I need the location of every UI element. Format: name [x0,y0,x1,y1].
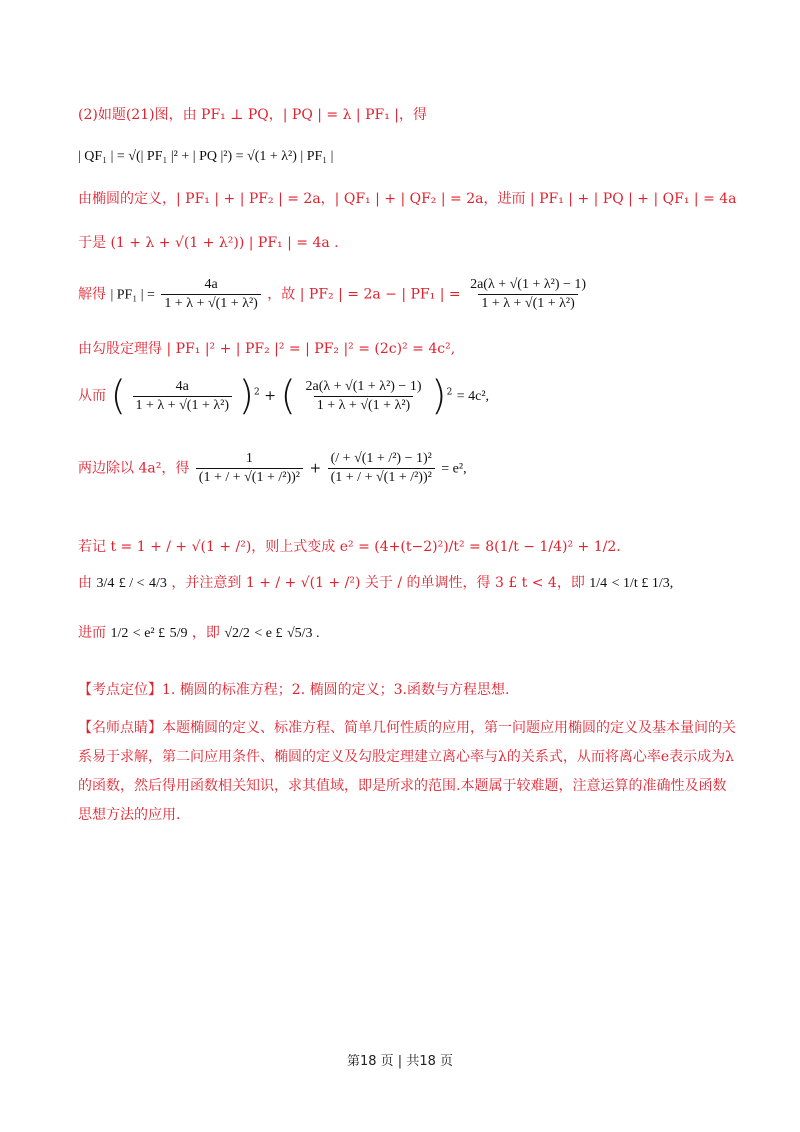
pythagoras-line [78,342,455,356]
text-l11-b: ，即 [191,625,220,641]
monotonic-line [78,576,673,591]
fraction-a [133,380,232,413]
text-l6: 由勾股定理得 | PF₁ |² + | PF₂ |² = | PF₂ |² = (2c)² = 4c², [78,341,456,357]
text-l10-a: 由 [78,575,92,591]
frac-num: (/ + √(1 + /²) − 1)² [330,451,432,466]
text-l7-suffix: = 4c², [456,389,490,404]
pf1-eq: | PF₁ | = [110,287,155,303]
solution-part2-intro [78,108,427,122]
frac-num: 2a(λ + √(1 + λ²) − 1) [470,277,587,292]
ineq-2: < 1/t £ 1/3, [611,576,674,591]
frac-den: 1 + λ + √(1 + λ²) [161,294,260,311]
left-paren: ( [110,373,127,419]
frac-num: 2a(λ + √(1 + λ²) − 1) [305,378,422,394]
thus-equation-line: 从而 ( $\frac{4a}{\text{1 + λ + √(1 + λ²)}}$ )$^2$ + ( $\frac{\text{2a(λ + √(1 + λ²) − 1)}}{\text{1 + λ + √(1 + λ²)}}$ )$^2$ = 4c², [78,373,490,419]
text-l11-a: 进而 [78,625,106,641]
range-line [78,626,320,641]
thus-line [78,236,339,250]
page-footer [0,1050,800,1069]
divide-line: 两边除以 4a²，得 $\frac{1}{\text{(1 + / + √(1 + /²))²}}$ + $\frac{\text{(/ + √(1 + /²) − 1)²}}{\text{(1 + / + √(1 + /²))²}}$ = e², [78,451,467,485]
fraction-pf1 [161,278,260,311]
frac-den: (1 + / + √(1 + /²))² [196,468,303,485]
frac-den: 1 + λ + √(1 + λ²) [133,396,232,413]
text-l9-expr: e² = (4+(t−2)²)/t² = 8(1/t − 1/4)² + 1/2. [339,539,621,555]
text-l5-mid: ，故 | PF₂ | = 2a − | PF₁ | = [267,286,461,303]
frac-den: (1 + / + √(1 + /²))² [328,468,435,485]
right-paren: ) [238,373,255,419]
solve-line [78,278,591,311]
frac-1-2: 1/2 [110,626,129,641]
left-paren: ( [280,373,297,419]
kaodian-paragraph [78,676,738,705]
text-l4: 于是 (1 + λ + √(1 + λ²)) | PF₁ | = 4a . [78,235,339,251]
substitution-line [78,540,621,554]
text-l9-prefix: 若记 t = 1 + / + √(1 + /²)，则上式变成 [78,539,336,555]
text-l7-prefix: 从而 [78,388,106,404]
frac-num: 4a [204,277,218,292]
fraction-pf2 [467,278,589,311]
text-l8-prefix: 两边除以 4a²，得 [78,460,190,477]
text-l8-suffix: = e², [441,461,467,477]
ineq-4: < e £ [254,626,283,641]
frac-sqrt2-2: √2/2 [224,626,250,641]
frac-num: 1 [245,451,253,466]
text-l1: (2)如题(21)图，由 PF₁ ⊥ PQ，| PQ | = λ | PF₁ |，得 [78,107,427,123]
text-l3: 由椭圆的定义，| PF₁ | + | PF₂ | = 2a，| QF₁ | + | QF₂ | = 2a，进而 | PF₁ | + | PQ | + | QF₁ | = 4a [78,191,737,207]
equation-qf1 [78,150,333,164]
ellipse-definition-line [78,192,737,206]
page-number: 第18 页 | 共18 页 [347,1054,453,1069]
fraction-b [302,380,424,413]
frac-den: 1 + λ + √(1 + λ²) [478,294,577,311]
ineq-1: £ / < [118,576,145,591]
kaodian-text: 【考点定位】1. 椭圆的标准方程；2. 椭圆的定义；3.函数与方程思想. [78,682,510,698]
mingshi-text: 【名师点睛】本题椭圆的定义、标准方程、简单几何性质的应用，第一问题应用椭圆的定义及基本量间的关系易于求解，第二问应用条件、椭圆的定义及勾股定理建立离心率与λ的关系式，从而将离心率e表示成为λ的函数，然后得用函数相关知识，求其值域，即是所求的范围.本题属于较难题，注意运算的准确性及函数思想方法的应用. [78,720,736,823]
frac-1-4: 1/4 [589,576,608,591]
fraction-c [196,452,303,485]
frac-4-3: 4/3 [149,576,167,591]
text-l2: | QF₁ | = √(| PF₁ |² + | PQ |²) = √(1 + λ²) | PF₁ | [78,149,334,164]
text-l10-b: ，并注意到 1 + / + √(1 + /²) 关于 / 的单调性，得 3 £ t < 4，即 [171,575,585,591]
frac-num: 4a [175,378,189,394]
frac-den: 1 + λ + √(1 + λ²) [314,396,413,413]
frac-3-4: 3/4 [96,576,115,591]
fraction-d [328,452,435,485]
text-l5-prefix: 解得 [78,286,106,303]
frac-sqrt5-3: √5/3 . [286,626,320,641]
frac-5-9: 5/9 [169,626,188,641]
mingshi-paragraph [78,714,738,830]
ineq-3: < e² £ [132,626,166,641]
right-paren: ) [430,373,447,419]
